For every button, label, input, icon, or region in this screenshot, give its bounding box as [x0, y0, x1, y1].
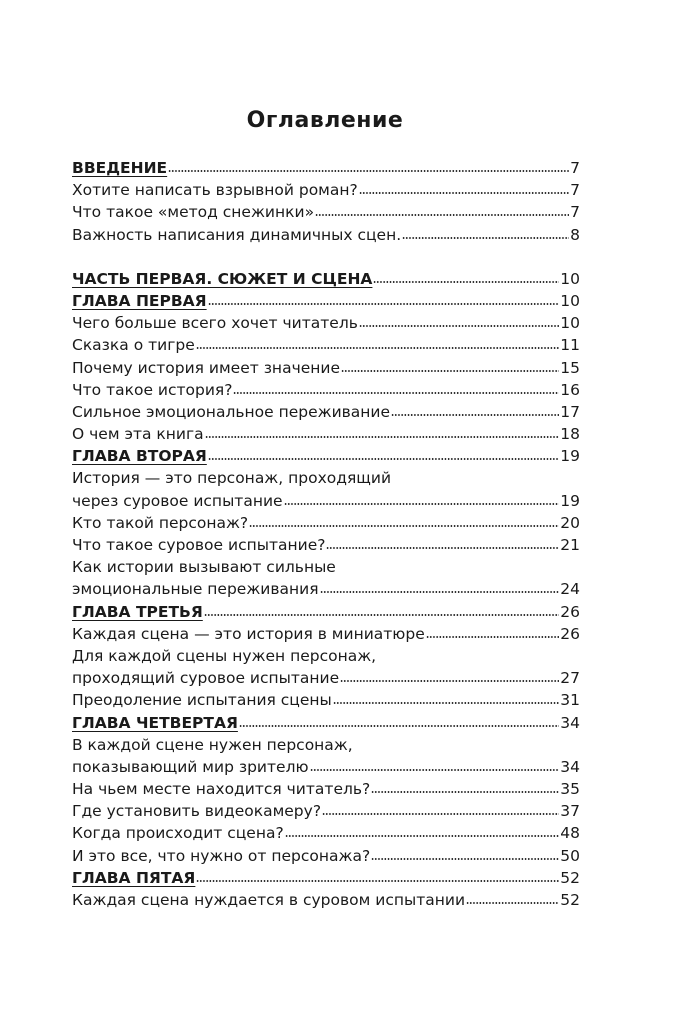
toc-page-number: 10 — [560, 314, 580, 333]
dot-leader — [373, 280, 559, 284]
toc-entry-label: через суровое испытание — [72, 491, 283, 510]
toc-entry[interactable] — [72, 756, 580, 778]
toc-entry-label: О чем эта книга — [72, 425, 204, 444]
dot-leader — [315, 213, 569, 217]
dot-leader — [326, 546, 559, 550]
dot-leader — [466, 901, 559, 905]
toc-entry[interactable] — [72, 201, 580, 223]
dot-leader — [322, 812, 559, 816]
toc-heading[interactable] — [72, 268, 580, 290]
dot-leader — [391, 413, 559, 417]
dot-leader — [340, 679, 559, 683]
toc-heading[interactable] — [72, 712, 580, 734]
toc-page-number: 34 — [560, 713, 580, 732]
toc-entry[interactable] — [72, 734, 580, 756]
toc-entry[interactable] — [72, 401, 580, 423]
toc-entry-label: эмоциональные переживания — [72, 580, 319, 599]
toc-entry-label: ГЛАВА ТРЕТЬЯ — [72, 602, 203, 621]
toc-entry-label: Чего больше всего хочет читатель — [72, 314, 358, 333]
toc-entry[interactable] — [72, 490, 580, 512]
toc-entry[interactable] — [72, 312, 580, 334]
dot-leader — [208, 457, 559, 461]
toc-entry-label: Почему история имеет значение — [72, 358, 341, 377]
toc-entry-label: Хотите написать взрывной роман? — [72, 181, 358, 200]
dot-leader — [320, 590, 560, 594]
toc-entry[interactable] — [72, 667, 580, 689]
toc-entry-label: ВВЕДЕНИЕ — [72, 159, 168, 177]
toc-entry[interactable] — [72, 179, 580, 201]
toc-page-number: 8 — [570, 225, 580, 244]
toc-page-number: 10 — [560, 291, 580, 310]
page-title: Оглавление — [246, 108, 404, 133]
toc-page-number: 26 — [560, 602, 580, 621]
toc-page-number: 35 — [560, 780, 580, 799]
toc-entry[interactable] — [72, 224, 580, 246]
toc-entry-label: В каждой сцене нужен персонаж, — [72, 735, 353, 754]
dot-leader — [402, 236, 569, 240]
toc-page-number: 52 — [560, 868, 580, 887]
toc-page-number: 48 — [560, 824, 580, 843]
dot-leader — [371, 790, 559, 794]
toc-entry-label: ГЛАВА ВТОРАЯ — [72, 447, 207, 466]
dot-leader — [284, 502, 560, 506]
toc-entry-label: Для каждой сцены нужен персонаж, — [72, 646, 377, 665]
dot-leader — [359, 191, 569, 195]
toc-page-number: 16 — [560, 380, 580, 399]
dot-leader — [204, 613, 559, 617]
toc-heading[interactable] — [72, 601, 580, 623]
toc-entry[interactable] — [72, 379, 580, 401]
toc-entry[interactable] — [72, 689, 580, 711]
toc-page-number: 7 — [570, 159, 580, 177]
toc-page-number: 34 — [560, 757, 580, 776]
toc-entry[interactable] — [72, 645, 580, 667]
dot-leader — [426, 635, 560, 639]
toc-page-number: 52 — [560, 891, 580, 909]
toc-entry[interactable] — [72, 778, 580, 800]
dot-leader — [208, 302, 560, 306]
toc-entry[interactable] — [72, 845, 580, 867]
toc-page-number: 10 — [560, 269, 580, 288]
toc-heading[interactable] — [72, 445, 580, 467]
toc-entry[interactable] — [72, 534, 580, 556]
toc-page-number: 7 — [570, 203, 580, 222]
dot-leader — [196, 879, 559, 883]
toc-entry-label: Преодоление испытания сцены — [72, 691, 332, 710]
toc-entry-label: История — это персонаж, проходящий — [72, 469, 392, 488]
toc-entry[interactable] — [72, 556, 580, 578]
dot-leader — [168, 169, 569, 173]
dot-leader — [371, 857, 559, 861]
toc-entry-label: На чьем месте находится читатель? — [72, 780, 371, 799]
toc-entry-label: ГЛАВА ПЯТАЯ — [72, 868, 196, 887]
toc-entry-label: Что такое «метод снежинки» — [72, 203, 315, 222]
toc-page-number: 15 — [560, 358, 580, 377]
toc-heading[interactable] — [72, 157, 580, 179]
toc-heading[interactable] — [72, 867, 580, 889]
dot-leader — [359, 324, 559, 328]
dot-leader — [233, 391, 559, 395]
toc-page-number: 19 — [560, 491, 580, 510]
toc-page-number: 24 — [560, 580, 580, 599]
toc-entry[interactable] — [72, 800, 580, 822]
toc-entry-label: Кто такой персонаж? — [72, 513, 249, 532]
toc-page-number: 20 — [560, 513, 580, 532]
toc-page-number: 21 — [560, 536, 580, 554]
dot-leader — [333, 701, 560, 705]
dot-leader — [341, 369, 559, 373]
toc-entry-label: Каждая сцена нуждается в суровом испытании — [72, 891, 466, 909]
toc-entry[interactable] — [72, 512, 580, 534]
toc-entry[interactable] — [72, 889, 580, 911]
toc-page-number: 17 — [560, 402, 580, 421]
dot-leader — [239, 724, 559, 728]
dot-leader — [205, 435, 560, 439]
toc-entry-label: И это все, что нужно от персонажа? — [72, 846, 371, 865]
toc-entry[interactable] — [72, 822, 580, 844]
toc-entry[interactable] — [72, 334, 580, 356]
toc-entry-label: Сказка о тигре — [72, 336, 195, 355]
toc-entry-label: показывающий мир зрителю — [72, 757, 309, 776]
toc-entry[interactable] — [72, 423, 580, 445]
toc-entry-label: ЧАСТЬ ПЕРВАЯ. СЮЖЕТ И СЦЕНА — [72, 269, 373, 288]
toc-entry-label: Когда происходит сцена? — [72, 824, 284, 843]
toc-page-number: 26 — [560, 624, 580, 643]
toc-page-number: 19 — [560, 447, 580, 466]
dot-leader — [249, 524, 559, 528]
toc-page-number: 37 — [560, 802, 580, 821]
toc-entry-label: проходящий суровое испытание — [72, 669, 340, 688]
toc-entry-label: Как истории вызывают сильные — [72, 558, 336, 577]
toc-entry[interactable] — [72, 623, 580, 645]
toc-entry[interactable] — [72, 578, 580, 600]
toc-entry-label: Сильное эмоциональное переживание — [72, 402, 391, 421]
toc-entry-label: ГЛАВА ПЕРВАЯ — [72, 291, 207, 310]
toc-page-number: 18 — [560, 425, 580, 444]
toc-heading[interactable] — [72, 290, 580, 312]
toc-page-number: 27 — [560, 669, 580, 688]
dot-leader — [310, 768, 560, 772]
dot-leader — [196, 346, 560, 350]
toc-page-number: 31 — [560, 691, 580, 710]
toc-entry-label: ГЛАВА ЧЕТВЕРТАЯ — [72, 713, 238, 732]
table-of-contents — [72, 157, 580, 911]
toc-page-number: 7 — [570, 181, 580, 200]
toc-entry[interactable] — [72, 357, 580, 379]
toc-entry-label: Где установить видеокамеру? — [72, 802, 322, 821]
toc-entry-label: Каждая сцена — это история в миниатюре — [72, 624, 425, 643]
toc-entry[interactable] — [72, 467, 580, 489]
toc-entry-label: Важность написания динамичных сцен. — [72, 225, 402, 244]
dot-leader — [285, 834, 560, 838]
toc-entry-label: Что такое суровое испытание? — [72, 536, 326, 554]
toc-entry-label: Что такое история? — [72, 380, 233, 399]
toc-page-number: 11 — [560, 336, 580, 355]
toc-page-number: 50 — [560, 846, 580, 865]
